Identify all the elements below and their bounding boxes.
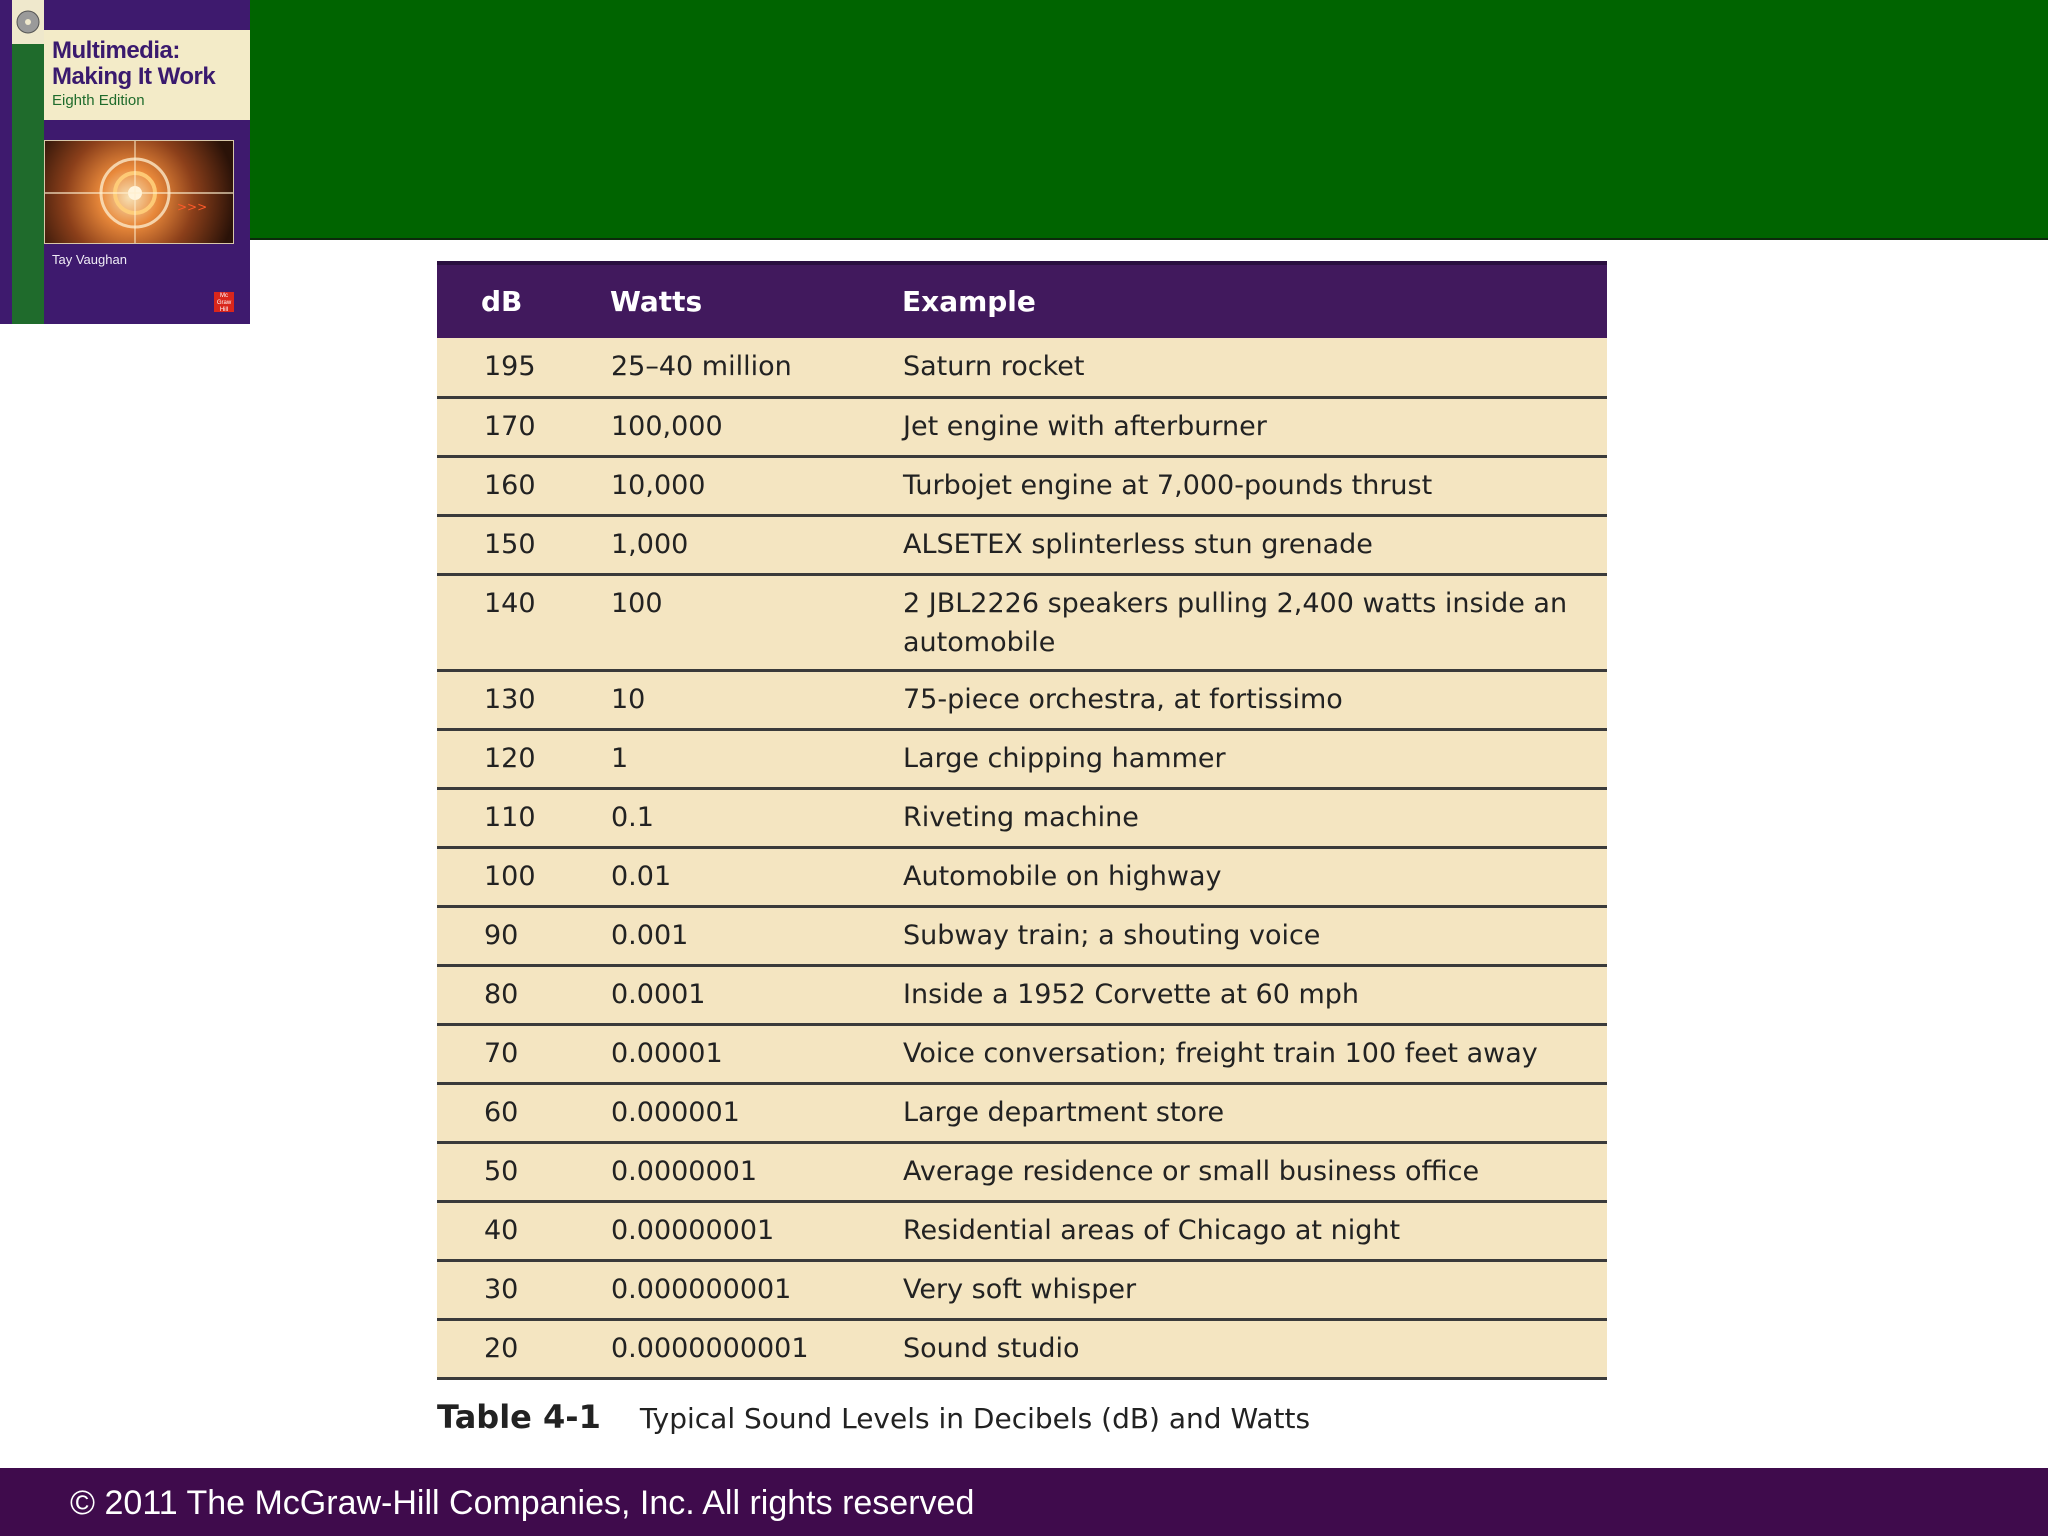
cell-watts: 0.0001 bbox=[611, 979, 706, 1010]
cell-example: Subway train; a shouting voice bbox=[903, 920, 1321, 951]
table-row bbox=[437, 397, 1607, 456]
table-row bbox=[437, 788, 1607, 847]
copyright-notice: © 2011 The McGraw-Hill Companies, Inc. All rights reserved bbox=[70, 1484, 975, 1522]
cell-db: 140 bbox=[484, 587, 536, 619]
cell-db: 30 bbox=[484, 1274, 519, 1305]
table-row bbox=[437, 1319, 1607, 1378]
table-row bbox=[437, 906, 1607, 965]
header-example: Example bbox=[902, 285, 1036, 318]
cell-db: 160 bbox=[484, 470, 536, 501]
header-db: dB bbox=[481, 285, 523, 318]
cell-watts: 0.00000001 bbox=[611, 1215, 775, 1246]
publisher-logo: Mc Graw Hill bbox=[214, 292, 234, 312]
cell-watts: 100,000 bbox=[611, 411, 723, 442]
caption-label: Table 4-1 bbox=[437, 1397, 601, 1436]
cell-watts: 25–40 million bbox=[611, 351, 792, 383]
cell-watts: 0.1 bbox=[611, 802, 654, 833]
book-author: Tay Vaughan bbox=[52, 252, 127, 267]
book-edition: Eighth Edition bbox=[52, 92, 145, 109]
table-row bbox=[437, 456, 1607, 515]
table-row bbox=[437, 670, 1607, 729]
table-row bbox=[437, 338, 1607, 397]
cell-example: Large department store bbox=[903, 1097, 1225, 1128]
table-row bbox=[437, 515, 1607, 574]
table-row bbox=[437, 1260, 1607, 1319]
cell-watts: 0.01 bbox=[611, 861, 672, 892]
table-row bbox=[437, 1024, 1607, 1083]
cell-watts: 10,000 bbox=[611, 470, 706, 501]
cover-title-panel bbox=[44, 30, 250, 120]
cell-watts: 10 bbox=[611, 684, 646, 715]
cell-example: Automobile on highway bbox=[903, 861, 1222, 892]
caption-text: Typical Sound Levels in Decibels (dB) and Watts bbox=[639, 1401, 1311, 1435]
cell-example: Saturn rocket bbox=[903, 351, 1085, 383]
cover-spine bbox=[12, 44, 44, 324]
cell-db: 100 bbox=[484, 861, 536, 892]
cell-example: 75-piece orchestra, at fortissimo bbox=[903, 684, 1343, 715]
cell-db: 20 bbox=[484, 1333, 519, 1364]
cell-example: ALSETEX splinterless stun grenade bbox=[903, 529, 1373, 560]
table-row bbox=[437, 965, 1607, 1024]
cell-db: 150 bbox=[484, 529, 536, 560]
cell-db: 70 bbox=[484, 1038, 519, 1069]
top-banner bbox=[250, 0, 2048, 240]
cell-example: Residential areas of Chicago at night bbox=[903, 1215, 1401, 1246]
cell-db: 170 bbox=[484, 411, 536, 442]
cell-watts: 100 bbox=[611, 587, 663, 619]
table-row bbox=[437, 574, 1607, 670]
table-row bbox=[437, 1142, 1607, 1201]
table-row bbox=[437, 1083, 1607, 1142]
cell-watts: 1 bbox=[611, 743, 629, 774]
cell-db: 130 bbox=[484, 684, 536, 715]
cell-watts: 0.0000000001 bbox=[611, 1333, 809, 1364]
cell-example: Jet engine with afterburner bbox=[903, 411, 1267, 442]
book-title bbox=[52, 38, 248, 90]
cell-db: 80 bbox=[484, 979, 519, 1010]
cell-watts: 0.00001 bbox=[611, 1038, 723, 1069]
table-row bbox=[437, 1201, 1607, 1260]
cell-watts: 1,000 bbox=[611, 529, 689, 560]
cell-example: Riveting machine bbox=[903, 802, 1139, 833]
cell-watts: 0.0000001 bbox=[611, 1156, 758, 1187]
cell-watts: 0.000001 bbox=[611, 1097, 740, 1128]
cell-db: 195 bbox=[484, 351, 536, 383]
cell-example: 2 JBL2226 speakers pulling 2,400 watts inside an automobile bbox=[903, 587, 1568, 658]
cell-example: Very soft whisper bbox=[903, 1274, 1137, 1305]
table-row bbox=[437, 729, 1607, 788]
book-title-line1: Multimedia: bbox=[52, 37, 180, 64]
book-cover bbox=[0, 0, 250, 324]
cell-db: 110 bbox=[484, 802, 536, 833]
cell-example: Voice conversation; freight train 100 feet away bbox=[903, 1038, 1538, 1069]
cell-example: Sound studio bbox=[903, 1333, 1080, 1364]
book-title-line2: Making It Work bbox=[52, 63, 216, 90]
cell-db: 40 bbox=[484, 1215, 519, 1246]
cd-rom-icon bbox=[12, 0, 44, 44]
cell-example: Turbojet engine at 7,000-pounds thrust bbox=[903, 470, 1433, 501]
cell-watts: 0.000000001 bbox=[611, 1274, 792, 1305]
table-row bbox=[437, 847, 1607, 906]
sound-levels-table bbox=[437, 261, 1607, 1380]
table-caption bbox=[437, 1398, 1607, 1436]
footer-bar bbox=[0, 1468, 2048, 1536]
cover-artwork-image bbox=[44, 140, 234, 244]
header-watts: Watts bbox=[610, 285, 703, 318]
sound-levels-table-block bbox=[437, 261, 1607, 1436]
table-header-row bbox=[437, 263, 1607, 338]
cell-db: 50 bbox=[484, 1156, 519, 1187]
cell-watts: 0.001 bbox=[611, 920, 689, 951]
cell-db: 120 bbox=[484, 743, 536, 774]
cell-example: Average residence or small business office bbox=[903, 1156, 1480, 1187]
cell-example: Inside a 1952 Corvette at 60 mph bbox=[903, 979, 1360, 1010]
cell-db: 90 bbox=[484, 920, 519, 951]
svg-text:>>>: >>> bbox=[177, 200, 208, 214]
cell-example: Large chipping hammer bbox=[903, 743, 1226, 774]
cell-db: 60 bbox=[484, 1097, 519, 1128]
